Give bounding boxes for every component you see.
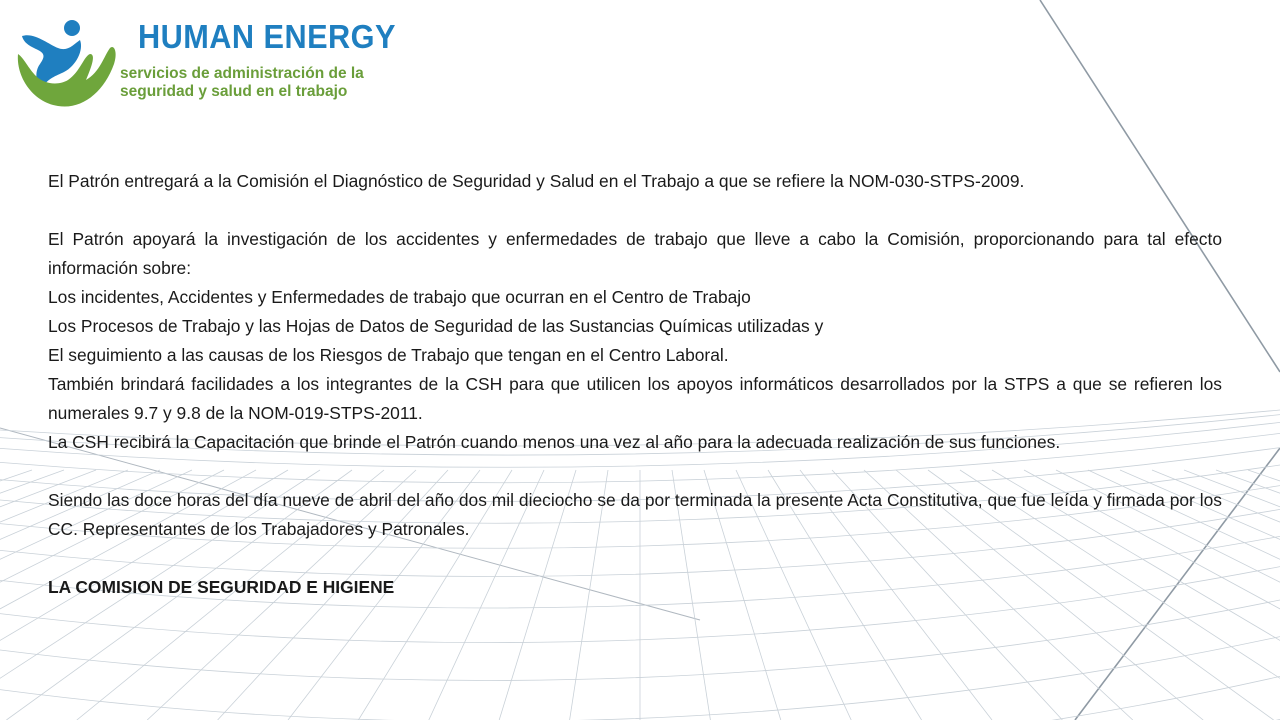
paragraph-facilidades: También brindará facilidades a los integrantes de la CSH para que utilicen los apoyos informáticos desarrollados por la STPS a que se refieren los numerales 9.7 y 9.8 de la NOM-019-STPS-2011. bbox=[48, 374, 1222, 423]
document-body bbox=[48, 167, 1222, 602]
list-item-incidentes: Los incidentes, Accidentes y Enfermedades de trabajo que ocurran en el Centro de Trabajo bbox=[48, 287, 751, 307]
logo-subtitle bbox=[120, 65, 364, 101]
paragraph-diagnostico: El Patrón entregará a la Comisión el Diagnóstico de Seguridad y Salud en el Trabajo a que se refiere la NOM-030-STPS-2009. bbox=[48, 171, 1025, 191]
logo-subtitle-line2: seguridad y salud en el trabajo bbox=[120, 83, 348, 100]
background-mesh-ray bbox=[0, 470, 32, 720]
logo-subtitle-line1: servicios de administración de la bbox=[120, 65, 364, 82]
logo-title: HUMAN ENERGY bbox=[138, 18, 396, 55]
paragraph-capacitacion: La CSH recibirá la Capacitación que brinde el Patrón cuando menos una vez al año para la adecuada realización de sus funciones. bbox=[48, 432, 1061, 452]
paragraph-cierre: Siendo las doce horas del día nueve de abril del año dos mil dieciocho se da por terminada la presente Acta Constitutiva, que fue leída y firmada por los CC. Representantes de los Trabajadores y Patronales. bbox=[48, 490, 1222, 539]
company-logo bbox=[14, 14, 394, 114]
closing-signature-title: LA COMISION DE SEGURIDAD E HIGIENE bbox=[48, 577, 395, 597]
list-item-procesos: Los Procesos de Trabajo y las Hojas de Datos de Seguridad de las Sustancias Químicas utilizadas y bbox=[48, 316, 824, 336]
background-mesh-ray bbox=[1216, 470, 1280, 720]
list-item-seguimiento: El seguimiento a las causas de los Riesgos de Trabajo que tengan en el Centro Laboral. bbox=[48, 345, 729, 365]
human-energy-logo-icon bbox=[14, 14, 124, 110]
paragraph-investigacion: El Patrón apoyará la investigación de los accidentes y enfermedades de trabajo que lleve a cabo la Comisión, proporcionando para tal efecto información sobre: bbox=[48, 229, 1222, 278]
